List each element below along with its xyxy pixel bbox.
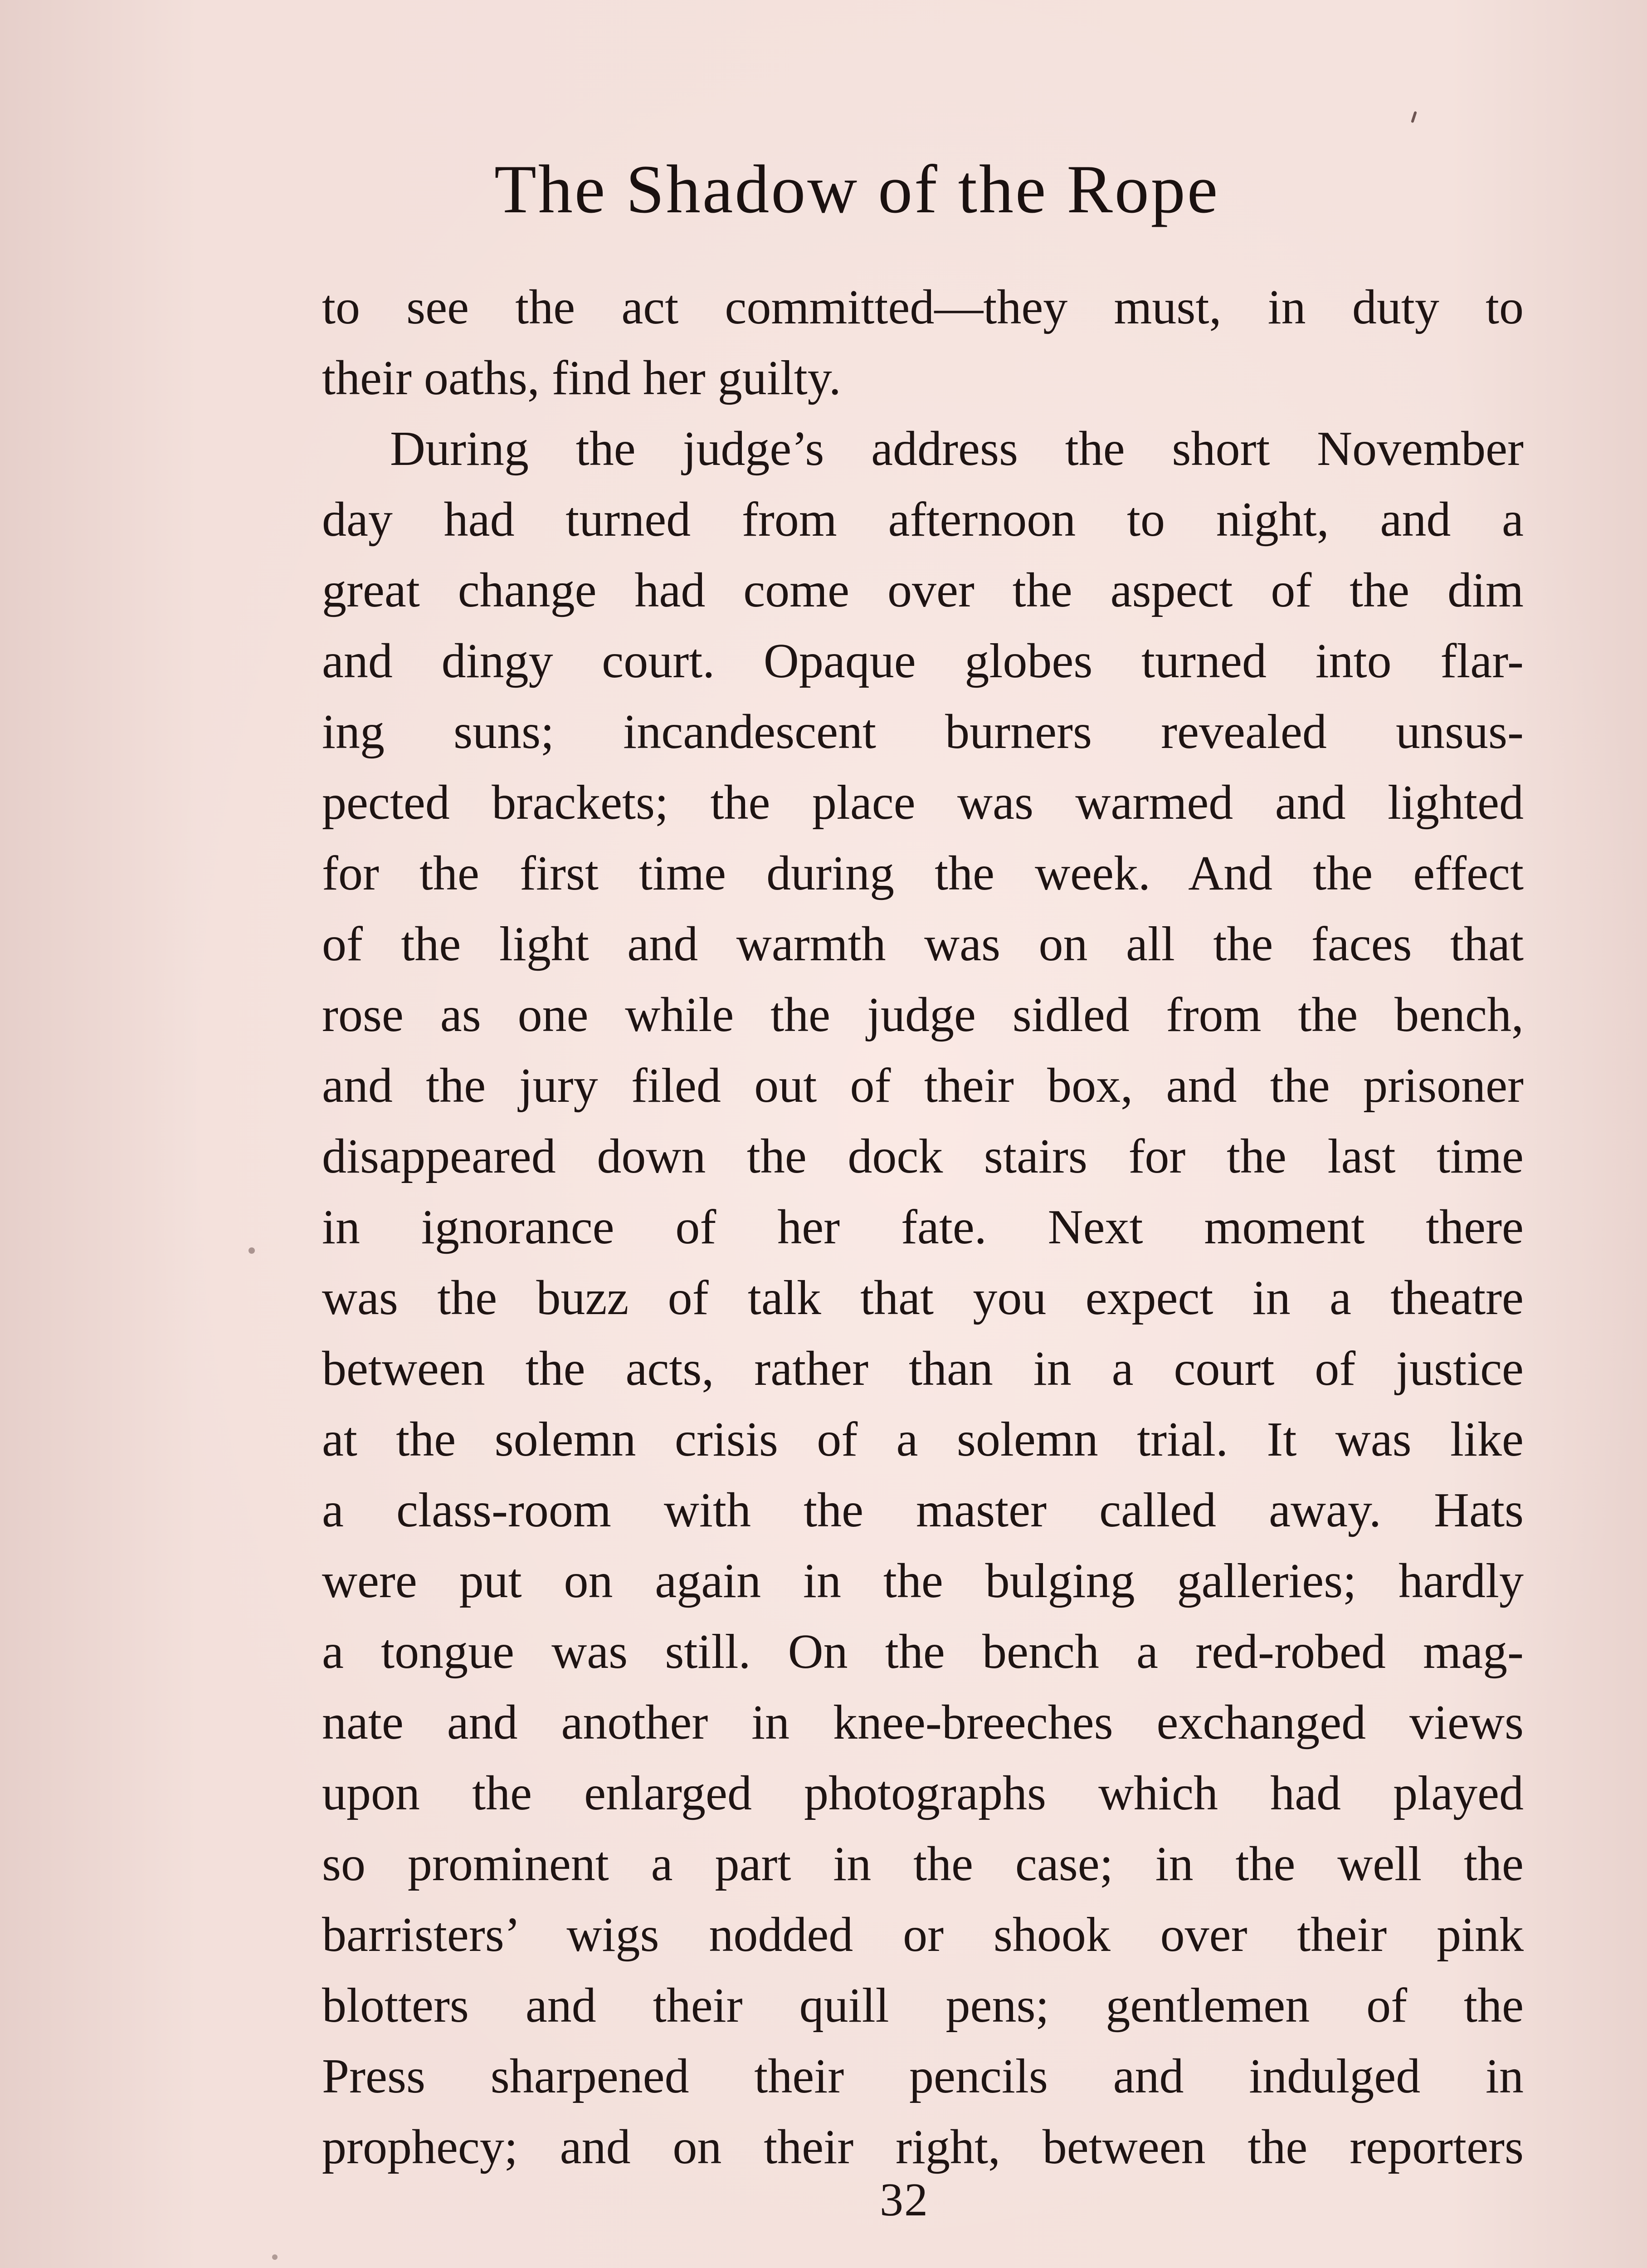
text-line: a tongue was still. On the bench a red-robed mag- (322, 1625, 1524, 1679)
text-line: in ignorance of her fate. Next moment there (322, 1200, 1524, 1254)
text-line: between the acts, rather than in a court of justice (322, 1342, 1524, 1396)
text-line: so prominent a part in the case; in the well the (322, 1837, 1524, 1891)
text-line: their oaths, find her guilty. (322, 351, 841, 405)
text-line: upon the enlarged photographs which had played (322, 1766, 1524, 1820)
paper-speck (272, 2254, 278, 2260)
text-line: were put on again in the bulging galleries; hardly (322, 1554, 1524, 1608)
text-line: for the first time during the week. And the effect (322, 846, 1524, 900)
text-line: disappeared down the dock stairs for the last time (322, 1129, 1524, 1183)
text-line: at the solemn crisis of a solemn trial. It was like (322, 1413, 1524, 1466)
text-line: rose as one while the judge sidled from the bench, (322, 988, 1524, 1042)
text-line: and the jury filed out of their box, and the prisoner (322, 1059, 1524, 1113)
text-line: pected brackets; the place was warmed and lighted (322, 776, 1524, 830)
paper-speck (249, 1247, 255, 1254)
page-number: 32 (880, 2174, 929, 2226)
text-line: barristers’ wigs nodded or shook over their pink (322, 1908, 1524, 1962)
running-head: The Shadow of the Rope (494, 151, 1220, 227)
paper-speck (1411, 111, 1417, 123)
text-line: great change had come over the aspect of the dim (322, 563, 1524, 617)
text-line: a class-room with the master called away. Hats (322, 1483, 1524, 1537)
text-line: of the light and warmth was on all the faces that (322, 917, 1524, 971)
text-line: During the judge’s address the short November (390, 422, 1524, 476)
text-line: nate and another in knee-breeches exchanged views (322, 1696, 1524, 1750)
text-line: ing suns; incandescent burners revealed unsus- (322, 705, 1524, 759)
text-line: and dingy court. Opaque globes turned into flar- (322, 634, 1524, 688)
text-line: prophecy; and on their right, between the reporters (322, 2120, 1524, 2174)
text-line: day had turned from afternoon to night, and a (322, 493, 1524, 547)
text-line: blotters and their quill pens; gentlemen of the (322, 1979, 1524, 2033)
text-line: Press sharpened their pencils and indulged in (322, 2049, 1524, 2103)
text-line: to see the act committed—they must, in duty to (322, 280, 1524, 334)
body-text (322, 272, 1524, 2183)
text-line: was the buzz of talk that you expect in a theatre (322, 1271, 1524, 1325)
